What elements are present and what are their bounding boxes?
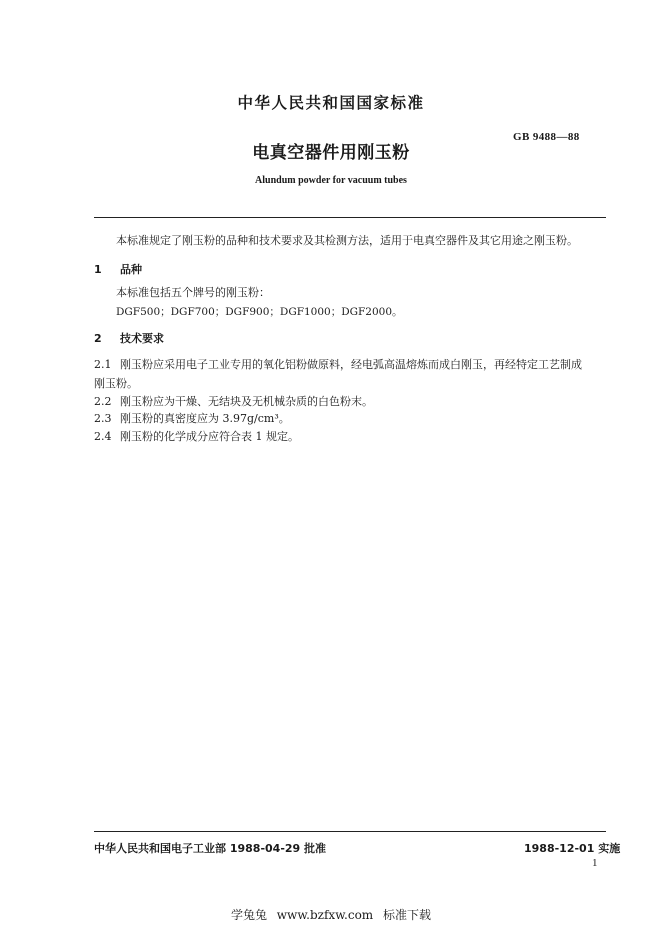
clause-2-3 [94,410,290,426]
approval-statement: 中华人民共和国电子工业部 1988-04-29 批准 [94,842,327,855]
clause-2-1-text: 刚玉粉应采用电子工业专用的氧化铝粉做原料，经电弧高温熔炼而成白刚玉，再经特定工艺制成 [120,358,582,371]
footer-divider [94,831,606,832]
section-1-title: 品种 [120,263,142,276]
intro-paragraph: 本标准规定了刚玉粉的品种和技术要求及其检测方法，适用于电真空器件及其它用途之刚玉粉。 [116,234,578,247]
standard-number: GB 9488—88 [513,131,580,143]
implementation-date: 1988-12-01 实施 [524,842,621,855]
national-standard-title: 中华人民共和国国家标准 [237,94,425,112]
clause-2-4-text: 刚玉粉的化学成分应符合表 1 规定。 [120,430,299,443]
clause-2-3-text: 刚玉粉的真密度应为 3.97g/cm³。 [120,412,290,425]
english-title: Alundum powder for vacuum tubes [255,175,407,186]
clause-2-1-number: 2.1 [94,358,112,371]
section-1-line-1: 本标准包括五个牌号的刚玉粉： [116,286,270,299]
site-watermark: 学兔兔 www.bzfxw.com 标准下载 [230,908,432,922]
clause-2-4 [94,428,299,444]
clause-2-2-number: 2.2 [94,395,112,408]
clause-2-4-number: 2.4 [94,430,112,443]
page-number: 1 [592,857,598,869]
section-1-line-2: DGF500；DGF700；DGF900；DGF1000；DGF2000。 [116,306,403,318]
clause-2-1 [94,356,582,372]
clause-2-2 [94,393,373,409]
clause-2-3-number: 2.3 [94,412,112,425]
section-2-heading [94,330,164,346]
clause-2-1-continuation: 刚玉粉。 [94,377,138,390]
section-1-number: 1 [94,263,102,276]
section-1-heading [94,261,142,277]
clause-2-2-text: 刚玉粉应为干燥、无结块及无机械杂质的白色粉末。 [120,395,373,408]
section-2-number: 2 [94,332,102,345]
header-divider [94,217,606,218]
document-title: 电真空器件用刚玉粉 [252,143,410,163]
section-2-title: 技术要求 [120,332,164,345]
